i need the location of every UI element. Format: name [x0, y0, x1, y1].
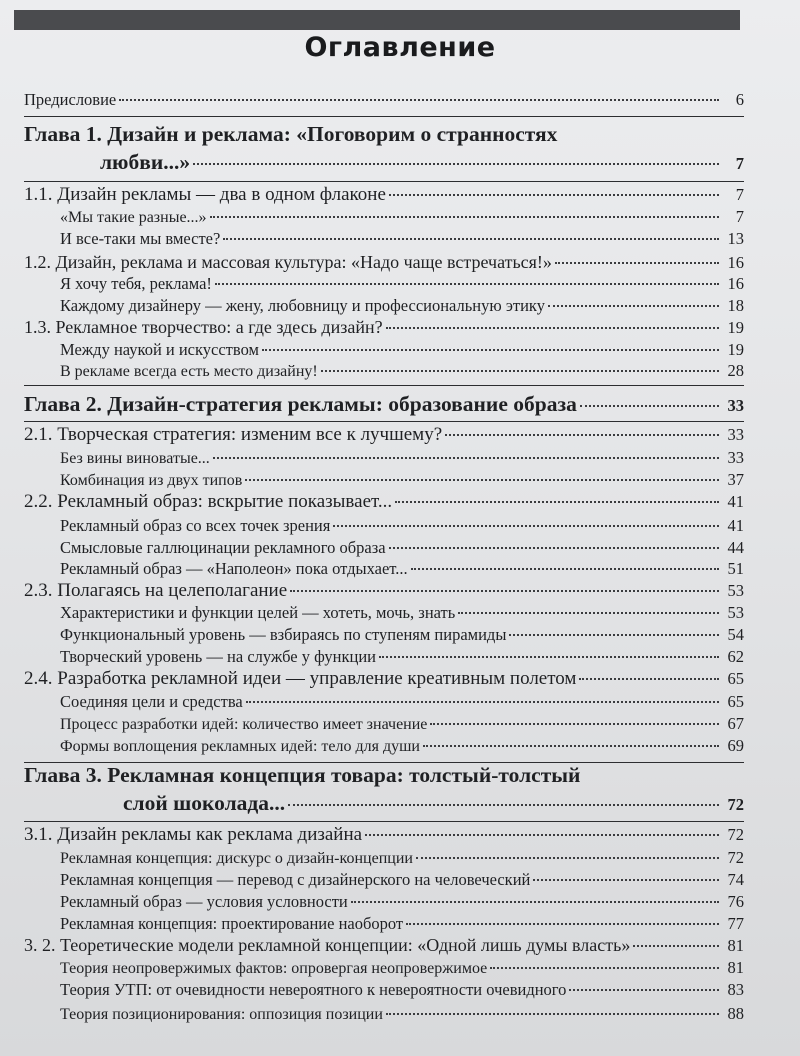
dot-leader — [555, 262, 719, 264]
chapter-3-title-line1: Глава 3. Рекламная концепция товара: толстый-толстый — [24, 763, 581, 787]
toc-entry-page: 44 — [727, 538, 744, 557]
toc-entry-page: 72 — [727, 795, 744, 814]
dot-leader — [389, 547, 719, 549]
toc-entry-page: 19 — [727, 340, 744, 359]
toc-entry-label: Рекламный образ — условия условности — [60, 892, 348, 911]
toc-entry-page: 18 — [727, 296, 744, 315]
dot-leader — [490, 967, 719, 969]
dot-leader — [223, 238, 719, 240]
toc-entry-3-1-a — [60, 848, 744, 868]
dot-leader — [569, 989, 719, 991]
dot-leader — [406, 923, 719, 925]
toc-entry-label: 2.4. Разработка рекламной идеи — управление креативным полетом — [24, 668, 577, 689]
dot-leader — [580, 405, 719, 407]
dot-leader — [579, 678, 719, 680]
toc-entry-3-2-b — [60, 980, 744, 1000]
toc-entry-2-3 — [24, 580, 744, 602]
toc-entry-page: 16 — [727, 274, 744, 293]
toc-entry-page: 41 — [727, 516, 744, 535]
toc-entry-2-2-c — [60, 559, 744, 579]
toc-entry-2-1-a — [60, 448, 744, 468]
toc-entry-3-2 — [24, 935, 744, 956]
dot-leader — [210, 216, 719, 218]
dot-leader — [246, 701, 719, 703]
toc-entry-3-1-d — [60, 914, 744, 934]
toc-entry-page: 83 — [727, 980, 744, 999]
toc-entry-page: 6 — [735, 90, 744, 109]
toc-entry-label: В рекламе всегда есть место дизайну! — [60, 363, 318, 380]
toc-entry-label: Характеристики и функции целей — хотеть, мочь, знать — [60, 603, 456, 622]
toc-entry-label: Формы воплощения рекламных идей: тело для души — [60, 738, 420, 755]
toc-entry-2-2 — [24, 491, 744, 513]
chapter-divider — [24, 181, 744, 182]
toc-entry-label: Смысловые галлюцинации рекламного образа — [60, 538, 386, 557]
toc-entry-1-1 — [24, 184, 744, 206]
toc-entry-2-4 — [24, 668, 744, 690]
dot-leader — [321, 370, 719, 372]
dot-leader — [119, 99, 719, 101]
chapter-divider — [24, 385, 744, 386]
toc-entry-label: Рекламный образ — «Наполеон» пока отдыхает... — [60, 559, 408, 578]
toc-entry-label: 2.3. Полагаясь на целеполагание — [24, 580, 288, 601]
toc-entry-page: 62 — [727, 647, 744, 666]
toc-entry-label: Рекламная концепция: проектирование наоборот — [60, 914, 404, 933]
toc-entry-1-2-a — [60, 274, 744, 294]
dot-leader — [533, 879, 719, 881]
top-header-bar — [14, 10, 740, 30]
toc-entry-2-4-b — [60, 714, 744, 734]
toc-entry-1-3-b — [60, 361, 744, 381]
toc-entry-page: 53 — [727, 581, 744, 600]
dot-leader — [365, 834, 719, 836]
toc-entry-label: Творческий уровень — на службе у функции — [60, 647, 376, 666]
chapter-divider — [24, 821, 744, 822]
toc-entry-page: 33 — [727, 396, 744, 415]
toc-entry-2-1 — [24, 424, 744, 446]
toc-entry-1-2-b — [60, 296, 744, 316]
dot-leader — [458, 612, 719, 614]
dot-leader — [548, 305, 719, 307]
toc-entry-label: Функциональный уровень — взбираясь по ступеням пирамиды — [60, 625, 507, 644]
toc-entry-2-2-a — [60, 516, 744, 536]
dot-leader — [509, 634, 719, 636]
toc-entry-3-1-c — [60, 892, 744, 912]
dot-leader — [389, 194, 719, 196]
dot-leader — [411, 568, 719, 570]
dot-leader — [213, 457, 719, 459]
chapter-divider — [24, 421, 744, 422]
toc-entry-1-3-a — [60, 340, 744, 360]
toc-entry-label: И все-таки мы вместе? — [60, 229, 221, 248]
toc-entry-1-1-b — [60, 229, 744, 249]
toc-entry-page: 7 — [735, 185, 744, 204]
dot-leader — [430, 723, 719, 725]
toc-entry-page: 76 — [727, 892, 744, 911]
dot-leader — [290, 590, 719, 592]
toc-entry-page: 41 — [727, 492, 744, 511]
toc-entry-page: 37 — [727, 470, 744, 489]
chapter-divider — [24, 116, 744, 117]
toc-entry-label: «Мы такие разные...» — [60, 209, 207, 226]
toc-entry-2-1-b — [60, 470, 744, 490]
dot-leader — [379, 656, 719, 658]
toc-entry-page: 19 — [727, 318, 744, 337]
toc-entry-label: Без вины виноватые... — [60, 450, 210, 467]
toc-entry-page: 67 — [727, 714, 744, 733]
page-title: Оглавление — [304, 32, 496, 63]
dot-leader — [262, 349, 719, 351]
toc-entry-chapter-1 — [100, 150, 744, 175]
toc-entry-preface — [24, 90, 744, 110]
toc-entry-label: 3. 2. Теоретические модели рекламной концепции: «Одной лишь думы власть» — [24, 935, 631, 955]
toc-entry-label: Процесс разработки идей: количество имеет значение — [60, 716, 428, 733]
toc-entry-2-3-c — [60, 647, 744, 667]
dot-leader — [333, 525, 719, 527]
toc-entry-label: Каждому дизайнеру — жену, любовницу и профессиональную этику — [60, 296, 545, 315]
toc-entry-1-2 — [24, 252, 744, 273]
toc-entry-label: Я хочу тебя, реклама! — [60, 274, 212, 293]
toc-entry-page: 7 — [735, 207, 744, 226]
toc-entry-label: Рекламный образ со всех точек зрения — [60, 516, 331, 535]
toc-entry-page: 74 — [727, 870, 744, 889]
toc-entry-label: 1.3. Рекламное творчество: а где здесь дизайн? — [24, 317, 383, 337]
toc-entry-label: Рекламная концепция: дискурс о дизайн-концепции — [60, 850, 413, 867]
toc-entry-label: Рекламная концепция — перевод с дизайнерского на человеческий — [60, 870, 531, 889]
toc-entry-label: Теория неопровержимых фактов: опровергая неопровержимое — [60, 960, 488, 977]
dot-leader — [193, 163, 719, 165]
toc-entry-page: 16 — [727, 253, 744, 272]
toc-entry-page: 54 — [727, 625, 744, 644]
toc-entry-3-2-c — [60, 1004, 744, 1024]
dot-leader — [386, 1013, 719, 1015]
toc-entry-label: 3.1. Дизайн рекламы как реклама дизайна — [24, 824, 363, 845]
toc-entry-label: 2.2. Рекламный образ: вскрытие показывает... — [24, 491, 393, 512]
toc-entry-label: 2.1. Творческая стратегия: изменим все к лучшему? — [24, 424, 443, 445]
toc-entry-page: 53 — [727, 603, 744, 622]
toc-entry-label: Глава 2. Дизайн-стратегия рекламы: образование образа — [24, 392, 577, 416]
dot-leader — [633, 945, 719, 947]
dot-leader — [416, 857, 719, 859]
toc-entry-page: 81 — [727, 936, 744, 955]
dot-leader — [215, 283, 719, 285]
toc-entry-label: Теория позиционирования: оппозиция позиции — [60, 1006, 383, 1023]
dot-leader — [245, 479, 719, 481]
toc-entry-page: 69 — [727, 736, 744, 755]
toc-entry-chapter-2 — [24, 392, 744, 417]
toc-entry-page: 88 — [727, 1004, 744, 1023]
toc-entry-2-3-a — [60, 603, 744, 623]
toc-entry-label: Комбинация из двух типов — [60, 472, 243, 489]
toc-entry-page: 65 — [727, 669, 744, 688]
toc-entry-1-3 — [24, 317, 744, 338]
toc-entry-label: 1.1. Дизайн рекламы — два в одном флаконе — [24, 184, 386, 205]
toc-entry-chapter-3 — [123, 791, 744, 816]
toc-entry-1-1-a — [60, 207, 744, 227]
chapter-3-title-line2: слой шоколада... — [123, 791, 286, 815]
dot-leader — [445, 434, 719, 436]
toc-entry-page: 51 — [727, 559, 744, 578]
toc-entry-3-2-a — [60, 958, 744, 978]
toc-entry-page: 77 — [727, 914, 744, 933]
dot-leader — [395, 501, 719, 503]
toc-entry-page: 72 — [727, 825, 744, 844]
toc-entry-page: 33 — [727, 425, 744, 444]
toc-entry-2-3-b — [60, 625, 744, 645]
dot-leader — [386, 327, 719, 329]
chapter-1-title-line2: любви...» — [100, 150, 191, 174]
dot-leader — [423, 745, 719, 747]
toc-entry-2-4-a — [60, 692, 744, 712]
toc-entry-label: Предисловие — [24, 90, 117, 109]
toc-entry-page: 13 — [727, 229, 744, 248]
toc-entry-page: 65 — [727, 692, 744, 711]
toc-entry-3-1-b — [60, 870, 744, 890]
toc-entry-2-4-c — [60, 736, 744, 756]
chapter-1-title-line1: Глава 1. Дизайн и реклама: «Поговорим о странностях — [24, 122, 558, 146]
toc-entry-label: Теория УТП: от очевидности невероятного к невероятности очевидного — [60, 980, 567, 999]
toc-entry-page: 72 — [727, 848, 744, 867]
toc-entry-3-1 — [24, 824, 744, 846]
toc-entry-page: 28 — [727, 361, 744, 380]
dot-leader — [351, 901, 719, 903]
toc-entry-page: 81 — [727, 958, 744, 977]
toc-entry-2-2-b — [60, 538, 744, 558]
toc-entry-page: 33 — [727, 448, 744, 467]
toc-entry-label: Соединяя цели и средства — [60, 692, 243, 711]
toc-entry-label: Между наукой и искусством — [60, 340, 259, 359]
dot-leader — [288, 804, 719, 806]
toc-entry-page: 7 — [735, 154, 744, 173]
toc-entry-label: 1.2. Дизайн, реклама и массовая культура: «Надо чаще встречаться!» — [24, 252, 552, 272]
